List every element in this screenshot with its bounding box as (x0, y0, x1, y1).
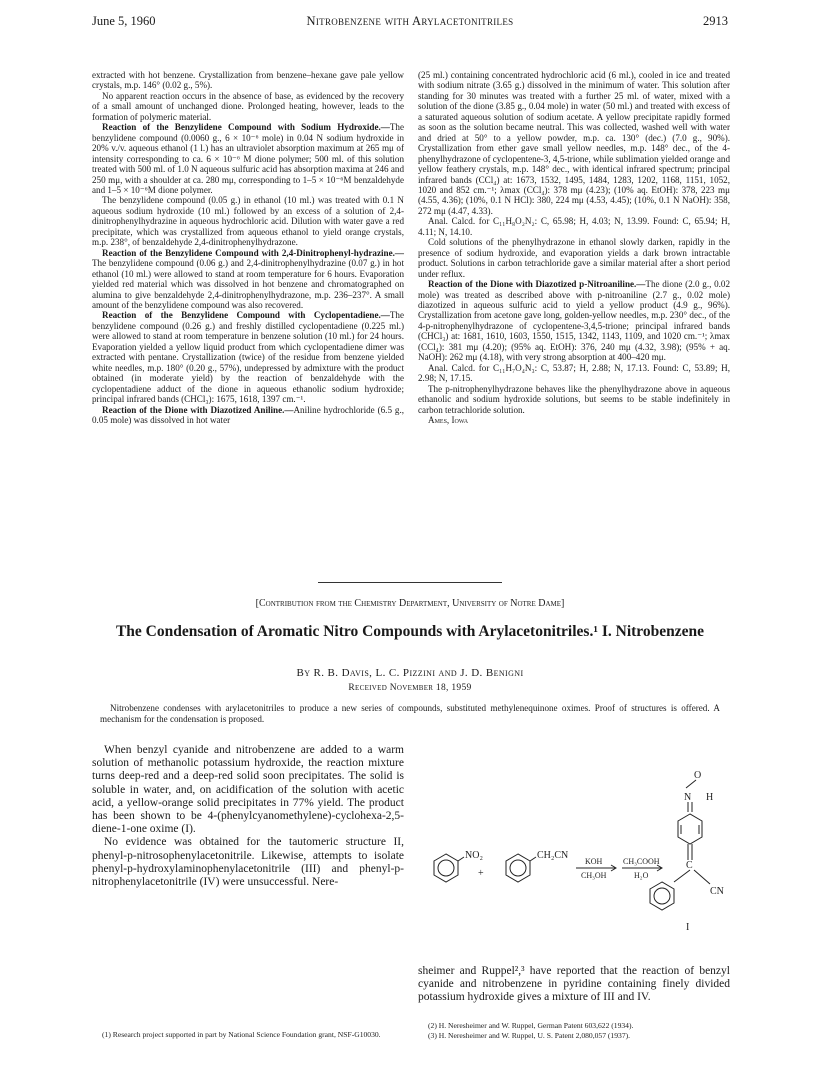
reaction-scheme (418, 744, 730, 964)
left-column (92, 70, 404, 425)
hydrogen-label: H (706, 792, 714, 803)
header-page-number: 2913 (703, 14, 728, 28)
reagent-koh: KOH (585, 857, 603, 866)
benzene-ring-circle (438, 860, 454, 876)
body-left-column (92, 744, 404, 889)
benzene-ring-circle (510, 860, 526, 876)
abstract: Nitrobenzene condenses with arylacetonitriles to produce a new series of compounds, substituted methylenequinone oximes. Proof of structures is offered. A mechanism for the condensation is proposed. (100, 703, 720, 724)
paragraph: (25 ml.) containing concentrated hydrochloric acid (6 ml.), cooled in ice and treated with sodium nitrate (3.65 g.) dissolved in the minimum of water. This solution after standing for 30 minutes was treated with a further 25 ml. of water, mixed with a solution of the dione (3.85 g., 0.04 mole) in water (50 ml.) and treated with excess of a saturated aqueous solution of sodium acetate. A yellow precipitate rapidly formed as soon as the solution became neutral. This was collected, washed well with water and dried at 50° to a yellow powder, m.p. ca. 130° (dec.) (7.0 g., 90%). Crystallization from ether gave small yellow needles, m.p. 148° dec., of the 4-phenylhydrazone of cyclopentene-3, 4,5-trione, while sublimation yielded orange and yellow feathery crystals, m.p. 148° dec., with identical infrared spectrum; principal infrared bands (CCl₄) at: 1673, 1532, 1495, 1484, 1283, 1202, 1168, 1151, 1052, 1020 and 852 cm.⁻¹; λmax (CCl₄): 378 mμ (4.23); (10% aq. EtOH): 378, 223 mμ (4.55, 4.36); (10%, 0.1 N HCl): 380, 224 mμ (4.53, 4.45); (10%, 0.1 N NaOH): 358, 272 mμ (4.47, 4.33). (418, 70, 730, 216)
reagent-methanol: CH₃OH (581, 871, 607, 880)
paragraph: Reaction of the Benzylidene Compound with 2,4-Dinitrophenyl-hydrazine.—The benzylidene compound (0.06 g.) and 2,4-dinitrophenylhydrazine (0.07 g.) in hot ethanol (10 ml.) were allowed to stand at room temperature for 6 hours. Evaporation yielded red material which was dissolved in hot benzene and chromatographed on alumina to give benzaldehyde 2,4-dinitrophenylhydrazone, m.p. 236–237°. A small amount of the benzylidene compound was also recovered. (92, 247, 404, 310)
nitrogen-label: N (684, 792, 692, 803)
quinoid-ring (678, 814, 702, 844)
paragraph: Cold solutions of the phenylhydrazone in ethanol slowly darken, rapidly in the presence of sodium hydroxide, and evaporation yields a dark brown intractable product. Solutions in carbon tetrachloride gave a similar material after a short period under reflux. (418, 237, 730, 279)
paragraph: When benzyl cyanide and nitrobenzene are added to a warm solution of methanolic potassium hydroxide, the reaction mixture turns deep-red and a deep-red solid soon precipitates. The solid is soluble in water, and, on acidification of the solution with acetic acid, a yellow-orange solid precipitates in 77% yield. The product has been shown to be 4-(phenylcyanomethylene)-cyclohexa-2,5-diene-1-one oxime (I). (92, 744, 404, 836)
section-divider (318, 582, 502, 583)
paragraph: Reaction of the Benzylidene Compound with Sodium Hydroxide.—The benzylidene compound (0.0060 g., 6 × 10⁻⁶ mole) in 0.04 N sodium hydroxide in 20% v./v. aqueous ethanol (1 l.) has an ultraviolet absorption maximum at 265 mμ of intensity corresponding to ca. 6 × 10⁻⁶ M dione polymer; 500 ml. of this solution treated with 500 ml. of 1.0 N aqueous sulfuric acid has absorption maxima at 246 and 250 mμ, with a shoulder at ca. 280 mμ, corresponding to 1–5 × 10⁻⁶M benzaldehyde and 1–5 × 10⁻⁶M dione polymer. (92, 122, 404, 195)
article-title: The Condensation of Aromatic Nitro Compounds with Arylacetonitriles.¹ I. Nitrobenzene (115, 623, 705, 640)
reagent-water: H₂O (634, 871, 649, 880)
article-authors: By R. B. Davis, L. C. Pizzini and J. D. Benigni (296, 667, 524, 679)
section-heading: Reaction of the Dione with Diazotized Aniline.— (102, 404, 294, 415)
cyano-label: CN (710, 886, 724, 897)
nitro-group-label: NO₂ (465, 850, 483, 861)
running-header (92, 14, 728, 32)
section-heading: Reaction of the Benzylidene Compound with 2,4-Dinitrophenyl-hydrazine.— (102, 247, 404, 258)
paragraph: Reaction of the Dione with Diazotized p-Nitroaniline.—The dione (2.0 g., 0.02 mole) was treated as described above with p-nitroaniline (2.7 g., 0.02 mole) diazotized in aqueous sulfuric acid to yield a yellow product (4.9 g., 96%). Crystallization from acetone gave long, golden-yellow needles, m.p. 230° dec., of the 4-p-nitrophenylhydrazone of cyclopentene-3,4,5-trione; principal infrared bands (CHCl₃) at: 1681, 1610, 1603, 1550, 1515, 1342, 1143, 1109, and 1020 cm.⁻¹; λmax (CCl₄): 381 mμ (4.20); (95% aq. EtOH): 376, 240 mμ (4.32, 3.98); (95% + aq. NaOH): 262 mμ (4.18), with very strong absorption at 400–420 mμ. (418, 279, 730, 363)
paragraph: Reaction of the Benzylidene Compound with Cyclopentadiene.—The benzylidene compound (0.26 g.) and freshly distilled cyclopentadiene (0.225 ml.) were allowed to stand at room temperature in benzene solution (10 ml.) for 24 hours. Evaporation yielded a yellow liquid product from which cyclopentadiene dimer was extracted with pentane. Crystallization (twice) of the residue from benzene yielded white needles, m.p. 180° (0.20 g., 57%), undepressed by admixture with the product obtained (in moderate yield) by the reaction of benzaldehyde with the cyclopentadiene adduct of the dione in aqueous ethanolic sodium hydroxide; principal infrared bands (CHCl₃): 1675, 1618, 1397 cm.⁻¹. (92, 310, 404, 405)
footnote: (3) H. Neresheimer and W. Ruppel, U. S. Patent 2,080,057 (1937). (428, 1030, 631, 1040)
footnotes-right (418, 1021, 730, 1040)
paragraph: No evidence was obtained for the tautomeric structure II, phenyl-p-nitrosophenylacetonitrile. Likewise, attempts to isolate phenyl-p-hydroxylaminophenylacetonitrile (III) and phenyl-p-nitrophenylacetonitrile (IV) were unsuccessful. Nere- (92, 836, 404, 889)
reaction-scheme-svg (418, 744, 730, 964)
paragraph: Reaction of the Dione with Diazotized Aniline.—Aniline hydrochloride (6.5 g., 0.05 mole) was dissolved in hot water (92, 404, 404, 425)
benzene-ring-circle (654, 888, 670, 904)
header-running-title: Nitrobenzene with Arylacetonitriles (306, 14, 514, 28)
oxygen-label: O (694, 770, 702, 781)
paragraph: No apparent reaction occurs in the absence of base, as evidenced by the recovery of a small amount of unchanged dione. Prolonged heating, however, leads to the formation of polymeric material. (92, 90, 404, 122)
reagent-acetic-acid: CH₃COOH (623, 857, 660, 866)
analysis-paragraph: Anal. Calcd. for C₁₁H₈O₂N₂: C, 65.98; H, 4.03; N, 13.99. Found: C, 65.94; H, 4.11; N, 14.10. (418, 216, 730, 237)
carbon-label: C (686, 860, 693, 871)
compound-label: I (686, 922, 690, 933)
paragraph: The p-nitrophenylhydrazone behaves like the phenylhydrazone above in aqueous ethanolic and sodium hydroxide solutions, but seems to be stable indefinitely in carbon tetrachloride solution. (418, 383, 730, 415)
contribution-line: [Contribution from the Chemistry Department, University of Notre Dame] (255, 598, 565, 609)
paragraph: The benzylidene compound (0.05 g.) in ethanol (10 ml.) was treated with 0.1 N aqueous sodium hydroxide (10 ml.) followed by an excess of a solution of 2,4-dinitrophenylhydrazine in aqueous hydrochloric acid. Dilution with water gave a red precipitate, which was crystallized from aqueous ethanol to yield orange crystals, m.p. 238°, of benzaldehyde 2,4-dinitrophenylhydrazone. (92, 195, 404, 248)
body-right-column: sheimer and Ruppel²,³ have reported that the reaction of benzyl cyanide and nitrobenzene in pyridine containing finely divided potassium hydroxide gives a mixture of III and IV. (418, 965, 730, 1004)
right-column (418, 70, 730, 425)
place-signature: Ames, Iowa (428, 414, 469, 425)
received-date: Received November 18, 1959 (348, 683, 472, 693)
section-heading: Reaction of the Dione with Diazotized p-Nitroaniline.— (428, 279, 646, 290)
footnote: (1) Research project supported in part by National Science Foundation grant, NSF-G10030. (102, 1030, 381, 1039)
header-date: June 5, 1960 (92, 14, 156, 28)
footnote: (2) H. Neresheimer and W. Ruppel, German Patent 603,622 (1934). (428, 1021, 634, 1030)
analysis-paragraph: Anal. Calcd. for C₁₁H₇O₄N₃: C, 53.87; H, 2.88; N, 17.13. Found: C, 53.89; H, 2.98; N, 17.15. (418, 362, 730, 384)
section-heading: Reaction of the Benzylidene Compound with Sodium Hydroxide.— (102, 122, 390, 133)
cyanomethyl-label: CH₂CN (537, 850, 569, 861)
paragraph: extracted with hot benzene. Crystallization from benzene–hexane gave pale yellow crystals, m.p. 146° (0.02 g., 5%). (92, 70, 404, 91)
plus-sign: + (478, 868, 484, 879)
section-heading: Reaction of the Benzylidene Compound with Cyclopentadiene.— (102, 310, 390, 321)
